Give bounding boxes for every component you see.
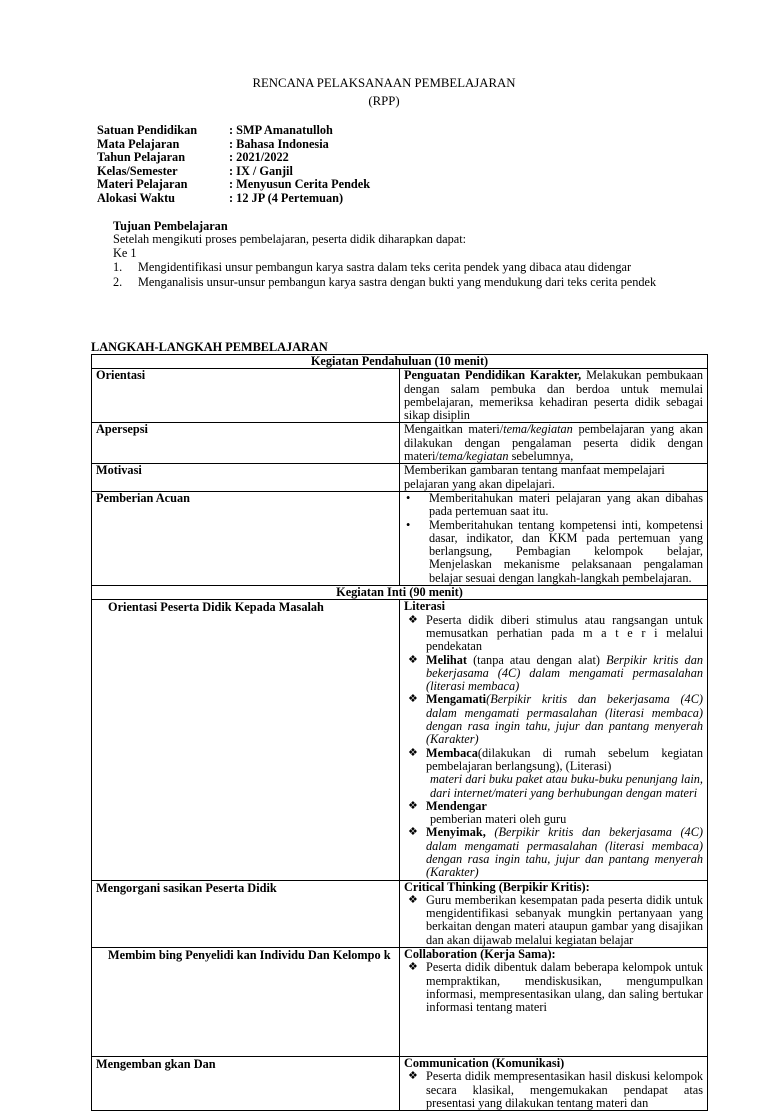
objective-number: 2.	[113, 274, 123, 289]
row-content-collaboration	[400, 948, 708, 1057]
bullet-icon: •	[406, 490, 411, 505]
list-item	[404, 492, 703, 519]
row-content-orientasi	[400, 369, 708, 423]
table-row	[92, 600, 708, 880]
list-item	[404, 693, 703, 746]
table-row	[92, 491, 708, 585]
diamond-bullet-icon: ❖	[408, 1070, 418, 1083]
membaca-label: Membaca	[426, 745, 478, 760]
diamond-bullet-icon: ❖	[408, 826, 418, 839]
menyimak-label: Menyimak,	[426, 825, 486, 840]
row-content-acuan	[400, 491, 708, 585]
info-value: : SMP Amanatulloh	[229, 123, 333, 137]
list-item	[404, 826, 703, 879]
membaca-text: (dilakukan di rumah sebelum kegiatan pembelajaran berlangsung), (Literasi)	[426, 745, 703, 773]
collaboration-heading: Collaboration (Kerja Sama):	[404, 947, 556, 962]
diamond-bullet-icon: ❖	[408, 653, 418, 666]
menyimak-italic: (Berpikir kritis dan bekerjasama (4C) dalam mengamati permasalahan (literasi membaca) dengan rasa ingin tahu, jujur dan pantang menyerah (Karakter)	[426, 825, 703, 880]
list-item	[404, 800, 703, 813]
row-content-literasi	[400, 600, 708, 880]
row-label-motivasi: Motivasi	[92, 464, 400, 492]
communication-heading: Communication (Komunikasi)	[404, 1056, 565, 1071]
literasi-text: Peserta didik diberi stimulus atau rangsangan untuk memusatkan perhatian pada m a t e r i melalui pendekatan	[426, 612, 703, 654]
objectives-list	[113, 261, 678, 289]
apersepsi-italic: tema/kegiatan	[503, 422, 573, 437]
list-item	[404, 747, 703, 774]
row-label-mengorganisasikan	[92, 880, 400, 947]
critical-thinking-text: Guru memberikan kesempatan pada peserta didik untuk mengidentifikasi sebanyak mungkin pertanyaan yang berkaitan dengan materi ataupun gambar yang disajikan dan akan dijawab melalui kegiatan belajar	[426, 892, 703, 947]
objective-item	[113, 261, 678, 274]
mendengar-label: Mendengar	[426, 798, 487, 813]
row-content-apersepsi	[400, 423, 708, 464]
apersepsi-text: pembelajaran yang akan dilakukan dengan pengalaman peserta didik dengan materi/	[404, 422, 703, 464]
diamond-bullet-icon: ❖	[408, 613, 418, 626]
literasi-heading: Literasi	[404, 599, 445, 614]
communication-text: Peserta didik mempresentasikan hasil diskusi kelompok secara klasikal, mengemukakan pendapat atas presentasi yang dilakukan tentang materi dan	[426, 1069, 703, 1110]
row-label-apersepsi: Apersepsi	[92, 423, 400, 464]
apersepsi-text: Mengaitkan materi/	[404, 422, 504, 437]
melihat-text: (tanpa atau dengan alat)	[466, 652, 607, 667]
mengembangkan-label: Mengemban gkan Dan	[96, 1057, 216, 1072]
info-row	[97, 178, 370, 192]
objective-item	[113, 276, 678, 289]
objective-number: 1.	[113, 260, 123, 275]
objectives-intro: Setelah mengikuti proses pembelajaran, peserta didik diharapkan dapat:	[113, 232, 467, 247]
info-label: Kelas/Semester	[97, 163, 178, 178]
steps-heading: LANGKAH-LANGKAH PEMBELAJARAN	[91, 340, 328, 354]
bullet-icon: •	[406, 517, 411, 532]
row-label-orientasi-masalah	[92, 600, 400, 880]
list-item	[404, 654, 703, 694]
membaca-detail: materi dari buku paket atau buku-buku penunjang lain, dari internet/materi yang berhubungan dengan materi	[430, 772, 703, 800]
melihat-label: Melihat	[426, 652, 467, 667]
objective-text: Menganalisis unsur-unsur pembangun karya sastra dengan bukti yang mendukung dari teks cerita pendek	[138, 274, 657, 289]
list-item	[404, 894, 703, 947]
mendengar-detail: pemberian materi oleh guru	[430, 812, 567, 827]
info-row	[97, 124, 370, 138]
row-label-acuan: Pemberian Acuan	[92, 491, 400, 585]
acuan-text: Memberitahukan tentang kompetensi inti, kompetensi dasar, indikator, dan KKM pada pertemuan yang berlangsung, Pembagian kelompok belajar, Menjelaskan mekanisme pelaksanaan pengalaman belajar sesuai dengan langkah-langkah pembelajaran.	[429, 517, 703, 585]
identity-block	[97, 124, 370, 206]
melihat-italic: Berpikir kritis dan bekerjasama (4C) dalam mengamati permasalahan (literasi membaca)	[426, 652, 703, 694]
mengamati-label: Mengamati	[426, 692, 487, 707]
info-row	[97, 151, 370, 165]
diamond-bullet-icon: ❖	[408, 746, 418, 759]
table-row	[92, 1057, 708, 1111]
learning-objectives	[113, 220, 678, 289]
inti-header: Kegiatan Inti (90 menit)	[92, 586, 708, 600]
mengorganisasikan-label: Mengorgani sasikan Peserta Didik	[96, 880, 277, 895]
info-value: : IX / Ganjil	[229, 163, 293, 178]
diamond-bullet-icon: ❖	[408, 893, 418, 906]
table-row	[92, 464, 708, 492]
table-row	[92, 423, 708, 464]
mengamati-italic: (Berpikir kritis dan bekerjasama (4C) dalam mengamati permasalahan (literasi membaca) dengan rasa ingin tahu, jujur dan pantang menyerah (Karakter)	[426, 692, 703, 747]
acuan-text: Memberitahukan materi pelajaran yang akan dibahas pada pertemuan saat itu.	[429, 490, 703, 519]
character-emphasis: Penguatan Pendidikan Karakter,	[404, 368, 582, 383]
objectives-meeting: Ke 1	[113, 245, 137, 260]
critical-thinking-heading: Critical Thinking (Berpikir Kritis):	[404, 879, 590, 894]
orientasi-text: Melakukan pembukaan dengan salam pembuka dan berdoa untuk memulai pembelajaran, memeriksa kehadiran peserta didik sebagai sikap disiplin	[404, 368, 703, 423]
list-item	[404, 1070, 703, 1110]
objective-text: Mengidentifikasi unsur pembangun karya sastra dalam teks cerita pendek yang dibaca atau didengar	[138, 260, 632, 275]
apersepsi-text: sebelumnya,	[508, 449, 574, 464]
info-value: : 2021/2022	[229, 150, 289, 165]
row-label-membimbing	[92, 948, 400, 1057]
info-label: Mata Pelajaran	[97, 136, 180, 151]
info-value: : Menyusun Cerita Pendek	[229, 177, 371, 192]
diamond-bullet-icon: ❖	[408, 961, 418, 974]
table-row	[92, 948, 708, 1057]
objectives-heading: Tujuan Pembelajaran	[113, 219, 228, 233]
info-label: Materi Pelajaran	[97, 177, 188, 192]
table-row	[92, 880, 708, 947]
membimbing-label: Membim bing Penyelidi kan Individu Dan Kelompo k	[108, 948, 391, 963]
document-subtitle: (RPP)	[368, 94, 400, 108]
apersepsi-italic: tema/kegiatan	[438, 449, 509, 464]
row-label-mengembangkan	[92, 1057, 400, 1111]
table-row	[92, 355, 708, 369]
row-content-communication	[400, 1057, 708, 1111]
table-row	[92, 586, 708, 600]
info-value: : 12 JP (4 Pertemuan)	[229, 190, 344, 205]
steps-table	[91, 354, 708, 1111]
info-row	[97, 192, 370, 206]
list-item	[404, 614, 703, 654]
list-item	[404, 519, 703, 585]
info-label: Satuan Pendidikan	[97, 123, 198, 137]
document-title: RENCANA PELAKSANAAN PEMBELAJARAN	[252, 76, 516, 90]
table-row	[92, 369, 708, 423]
info-row	[97, 138, 370, 152]
diamond-bullet-icon: ❖	[408, 799, 418, 812]
list-item	[404, 961, 703, 1014]
diamond-bullet-icon: ❖	[408, 693, 418, 706]
orientasi-masalah-label: Orientasi Peserta Didik Kepada Masalah	[108, 600, 324, 615]
row-label-orientasi: Orientasi	[92, 369, 400, 423]
info-row	[97, 165, 370, 179]
row-content-critical-thinking	[400, 880, 708, 947]
collaboration-text: Peserta didik dibentuk dalam beberapa kelompok untuk mempraktikan, mendiskusikan, mengumpulkan informasi, mempresentasikan ulang, dan saling bertukar informasi tentang materi	[426, 960, 703, 1015]
info-label: Alokasi Waktu	[97, 190, 176, 205]
pendahuluan-header: Kegiatan Pendahuluan (10 menit)	[92, 355, 708, 369]
info-label: Tahun Pelajaran	[97, 150, 186, 165]
info-value: : Bahasa Indonesia	[229, 136, 329, 151]
row-content-motivasi: Memberikan gambaran tentang manfaat mempelajari pelajaran yang akan dipelajari.	[400, 464, 708, 492]
